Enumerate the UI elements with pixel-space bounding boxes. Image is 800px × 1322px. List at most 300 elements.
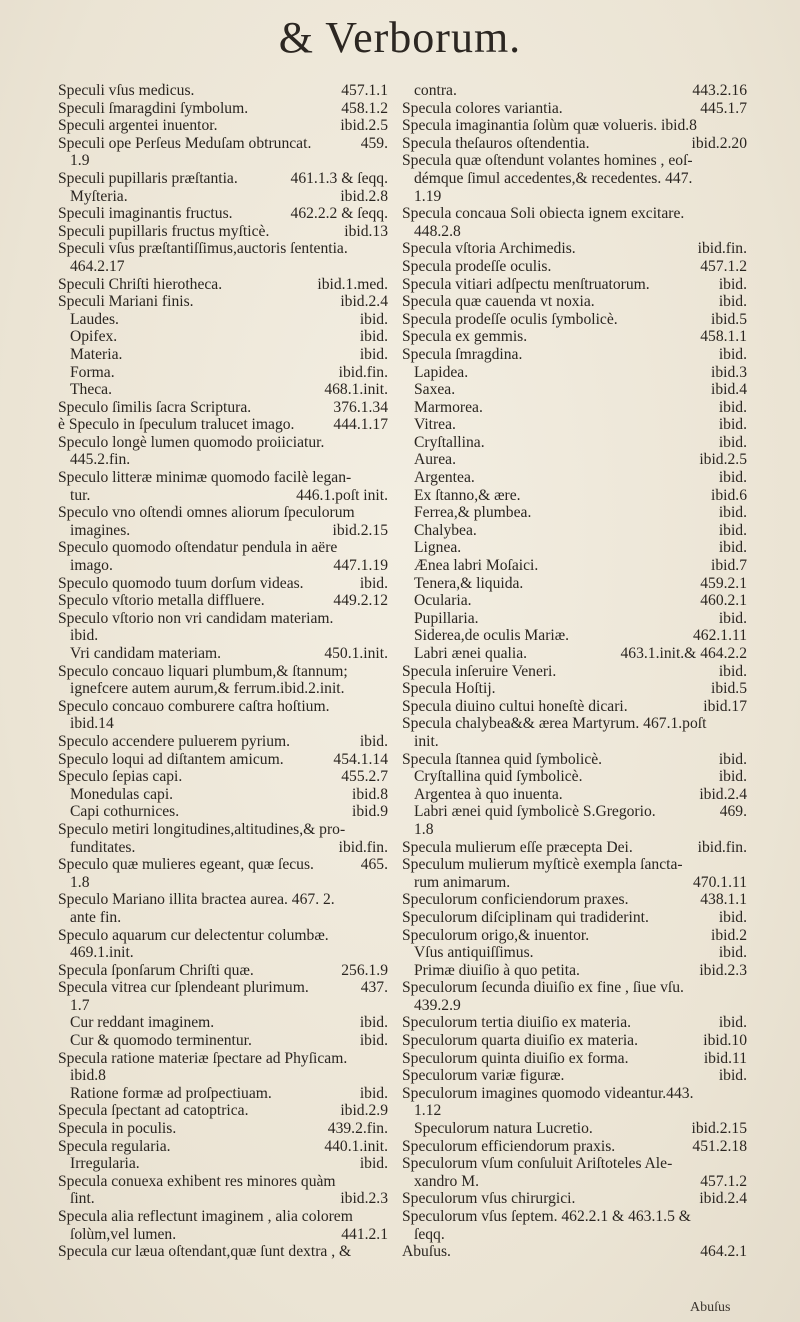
index-entry-text: Saxea. — [414, 381, 456, 399]
index-entry — [402, 364, 747, 382]
index-entry-reference: ibid. — [718, 1014, 747, 1032]
index-entry-reference: 469. — [719, 803, 747, 821]
index-entry-reference: ibid.2.3 — [340, 1190, 388, 1208]
index-entry-reference: ibid. — [718, 539, 747, 557]
index-entry-text: Specula diuino cultui honeſtè dicari. — [402, 697, 628, 715]
index-entry-text: Specula cur læua oſtendant,quæ ſunt dextra , & — [58, 1243, 352, 1261]
index-entry-text: 1.8 — [70, 873, 90, 891]
index-entry-reference: 459.2.1 — [700, 574, 747, 592]
index-entry-text: Ratione formæ ad proſpectiuam. — [70, 1084, 272, 1102]
index-entry-reference: ibid. — [718, 345, 747, 363]
index-entry — [58, 434, 388, 452]
index-entry-text: Speculo ſepias capi. — [58, 768, 183, 786]
page-heading: & Verborum. — [278, 13, 522, 62]
index-entry — [58, 768, 388, 786]
index-entry-text: Speculorum efficiendorum praxis. — [402, 1137, 616, 1155]
index-entry — [402, 1243, 747, 1261]
index-entry-text: ibid. — [70, 627, 99, 645]
index-entry-reference: ibid. — [718, 662, 747, 680]
index-entry — [58, 751, 388, 769]
index-entry — [58, 135, 388, 153]
index-entry-reference: 470.1.11 — [693, 873, 747, 891]
index-entry-text: Specula quæ oſtendunt volantes homines , eoſ- — [402, 152, 693, 170]
index-entry — [58, 188, 388, 206]
index-entry — [58, 311, 388, 329]
index-entry-reference: ibid.13 — [344, 222, 388, 240]
index-entry-reference: ibid.2.5 — [340, 117, 388, 135]
index-entry-reference: ibid.2.9 — [340, 1102, 388, 1120]
index-entry — [58, 680, 388, 698]
index-entry-reference: 462.1.11 — [693, 627, 747, 645]
index-entry-reference: ibid.10 — [703, 1032, 747, 1050]
index-entry — [58, 205, 388, 223]
index-entry-text: Speculorum tertia diuiſio ex materia. — [402, 1014, 632, 1032]
index-entry-text: Aurea. — [414, 451, 456, 469]
index-entry-text: Laudes. — [70, 310, 119, 328]
index-entry-text: Cryſtallina. — [414, 433, 485, 451]
index-entry-text: Speculorum quinta diuiſio ex forma. — [402, 1049, 629, 1067]
index-entry-reference: ibid.2.3 — [699, 961, 747, 979]
index-entry-reference: 457.1.2 — [700, 257, 747, 275]
index-entry — [402, 258, 747, 276]
index-entry-reference: ibid. — [718, 275, 747, 293]
index-entry-text: Speculo metiri longitudines,altitudines,& pro- — [58, 820, 346, 838]
index-entry-text: 1.9 — [70, 152, 90, 170]
index-entry-text: 448.2.8 — [414, 222, 461, 240]
index-entry-reference: 446.1.poſt init. — [296, 486, 388, 504]
index-entry-text: Speculo concauo liquari plumbum,& ſtannum; — [58, 662, 348, 680]
index-entry — [58, 1138, 388, 1156]
index-entry — [402, 733, 747, 751]
index-entry — [58, 364, 388, 382]
index-entry — [58, 1226, 388, 1244]
index-entry-reference: ibid. — [718, 398, 747, 416]
index-entry-reference: ibid.11 — [703, 1049, 747, 1067]
index-entry — [58, 557, 388, 575]
index-entry — [402, 909, 747, 927]
index-entry — [402, 874, 747, 892]
index-entry-text: Tenera,& liquida. — [414, 574, 524, 592]
index-entry-reference: 465. — [360, 856, 388, 874]
index-entry-reference: 451.2.18 — [692, 1137, 747, 1155]
index-entry-text: Specula ex gemmis. — [402, 328, 528, 346]
index-entry-text: Speculi pupillaris præſtantia. — [58, 169, 238, 187]
index-entry-text: Specula Hoſtij. — [402, 680, 496, 698]
index-entry-text: Primæ diuiſio à quo petita. — [414, 961, 580, 979]
index-entry-text: 469.1.init. — [70, 944, 134, 962]
index-entry-reference: ibid. — [359, 1084, 388, 1102]
index-entry — [58, 627, 388, 645]
index-entry-text: Marmorea. — [414, 398, 483, 416]
index-entry-text: Ferrea,& plumbea. — [414, 504, 532, 522]
index-entry — [402, 610, 747, 628]
index-entry-text: Specula chalybea&& ærea Martyrum. 467.1.poſt — [402, 715, 707, 733]
index-entry — [58, 944, 388, 962]
index-entry-text: Ænea labri Moſaici. — [414, 557, 539, 575]
index-entry-reference: ibid. — [359, 1032, 388, 1050]
index-entry-text: Speculo vno oſtendi omnes aliorum ſpeculorum — [58, 504, 355, 522]
index-entry-text: Specula theſauros oſtendentia. — [402, 134, 590, 152]
index-entry-text: Lapidea. — [414, 363, 469, 381]
index-entry — [58, 1014, 388, 1032]
index-entry — [58, 698, 388, 716]
index-entry-reference: ibid. — [359, 310, 388, 328]
index-entry-text: 1.7 — [70, 996, 90, 1014]
index-entry-text: Speculo vſtorio non vri candidam materiam. — [58, 609, 334, 627]
index-entry — [58, 399, 388, 417]
index-entry-reference: 439.2.fin. — [327, 1120, 388, 1138]
index-entry-reference: ibid. — [359, 1155, 388, 1173]
index-entry-text: Speculo quomodo tuum dorſum videas. — [58, 574, 304, 592]
index-entry-text: Speculorum imagines quomodo videantur.443. — [402, 1084, 694, 1102]
index-entry — [402, 592, 747, 610]
index-entry-reference: ibid. — [718, 433, 747, 451]
index-entry-reference: ibid.3 — [711, 363, 747, 381]
index-entry-text: Speculi vſus præſtantiſſimus,auctoris ſententia. — [58, 240, 348, 258]
index-entry-text: Specula vſtoria Archimedis. — [402, 240, 576, 258]
index-entry — [402, 311, 747, 329]
index-entry-text: ſolùm,vel lumen. — [70, 1225, 177, 1243]
index-entry-text: Opifex. — [70, 328, 118, 346]
index-entry-text: Specula ratione materiæ ſpectare ad Phyſicam. — [58, 1049, 348, 1067]
index-entry-text: imagines. — [70, 521, 131, 539]
index-entry-text: ibid.8 — [70, 1067, 106, 1085]
index-entry — [402, 944, 747, 962]
index-entry — [58, 575, 388, 593]
index-entry-text: tur. — [70, 486, 91, 504]
index-entry-reference: ibid. — [718, 1067, 747, 1085]
index-entry-text: Speculo vſtorio metalla diffluere. — [58, 592, 265, 610]
index-entry — [58, 874, 388, 892]
index-entry — [58, 979, 388, 997]
index-entry-text: Theca. — [70, 381, 112, 399]
index-entry — [402, 328, 747, 346]
index-entry-text: Speculi pupillaris fructus myſticè. — [58, 222, 270, 240]
index-entry — [402, 979, 747, 997]
index-entry — [402, 891, 747, 909]
index-entry-reference: ibid.5 — [711, 680, 747, 698]
index-entry-text: funditates. — [70, 838, 136, 856]
index-entry — [402, 276, 747, 294]
index-entry-reference: ibid. — [359, 732, 388, 750]
index-entry-text: Ocularia. — [414, 592, 472, 610]
index-entry — [58, 152, 388, 170]
index-entry-reference: ibid. — [718, 944, 747, 962]
index-entry — [58, 1190, 388, 1208]
index-entry — [402, 152, 747, 170]
index-entry — [402, 803, 747, 821]
index-entry — [402, 117, 747, 135]
index-entry — [402, 1102, 747, 1120]
index-entry-text: Speculi ſmaragdini ſymbolum. — [58, 99, 249, 117]
index-entry — [58, 927, 388, 945]
index-entry — [402, 786, 747, 804]
index-entry-reference: 458.1.2 — [341, 99, 388, 117]
index-entry-reference: 460.2.1 — [700, 592, 747, 610]
index-entry — [402, 627, 747, 645]
index-entry-reference: ibid.2 — [711, 926, 747, 944]
index-entry — [58, 592, 388, 610]
index-entry-text: Speculi vſus medicus. — [58, 82, 195, 99]
index-entry-text: Speculi imaginantis fructus. — [58, 205, 233, 223]
index-entry — [58, 328, 388, 346]
index-entry-reference: 463.1.init.& 464.2.2 — [620, 645, 747, 662]
index-entry — [402, 170, 747, 188]
index-entry-text: 439.2.9 — [414, 996, 461, 1014]
index-entry-reference: ibid. — [718, 609, 747, 627]
index-entry — [402, 1138, 747, 1156]
index-entry-reference: ibid.2.15 — [691, 1120, 747, 1138]
index-entry — [58, 856, 388, 874]
index-entry-text: Specula prodeſſe oculis ſymbolicè. — [402, 310, 618, 328]
index-entry-text: Cryſtallina quid ſymbolicè. — [414, 768, 583, 786]
index-entry — [402, 416, 747, 434]
index-entry — [402, 1085, 747, 1103]
index-entry-text: init. — [414, 732, 439, 750]
index-entry-text: Chalybea. — [414, 521, 477, 539]
index-entry-text: Speculorum vſus chirurgici. — [402, 1190, 576, 1208]
index-entry-reference: 468.1.init. — [324, 381, 388, 399]
index-entry-reference: ibid. — [359, 345, 388, 363]
index-entry-text: Speculorum origo,& inuentor. — [402, 926, 590, 944]
index-entry-text: xandro M. — [414, 1172, 479, 1190]
index-entry-text: 1.8 — [414, 820, 434, 838]
index-entry — [58, 663, 388, 681]
index-entry-text: Specula colores variantia. — [402, 99, 563, 117]
index-entry — [58, 821, 388, 839]
index-entry — [58, 1173, 388, 1191]
index-entry-text: Specula ſpectant ad catoptrica. — [58, 1102, 249, 1120]
index-entry-reference: ibid.2.4 — [340, 293, 388, 311]
index-entry — [58, 997, 388, 1015]
index-entry — [402, 451, 747, 469]
index-entry — [402, 82, 747, 100]
index-entry-reference: ibid.17 — [703, 697, 747, 715]
index-entry — [58, 416, 388, 434]
index-entry-reference: ibid.fin. — [338, 363, 388, 381]
index-entry — [402, 100, 747, 118]
index-entry — [402, 188, 747, 206]
index-entry — [402, 645, 747, 663]
index-entry-text: 1.12 — [414, 1102, 442, 1120]
index-entry-text: Monedulas capi. — [70, 785, 174, 803]
index-entry-reference: 461.1.3 & ſeqq. — [290, 169, 388, 187]
index-entry — [402, 1032, 747, 1050]
index-entry-text: Speculorum quarta diuiſio ex materia. — [402, 1032, 639, 1050]
index-entry — [58, 733, 388, 751]
index-entry-text: Myſteria. — [70, 187, 128, 205]
index-entry-text: Lignea. — [414, 539, 462, 557]
index-entry — [58, 522, 388, 540]
index-entry — [402, 997, 747, 1015]
index-entry — [58, 1120, 388, 1138]
index-entry-text: ibid.14 — [70, 715, 114, 733]
index-entry — [402, 557, 747, 575]
index-entry-text: Specula vitrea cur ſplendeant plurimum. — [58, 979, 309, 997]
index-entry — [58, 909, 388, 927]
index-entry — [58, 1067, 388, 1085]
index-entry-reference: 464.2.1 — [700, 1243, 747, 1261]
index-entry — [58, 1050, 388, 1068]
index-entry — [402, 821, 747, 839]
index-entry-reference: 450.1.init. — [324, 645, 388, 662]
left-index-column — [58, 82, 388, 1261]
index-entry-reference: ibid.4 — [711, 381, 747, 399]
index-entry — [402, 399, 747, 417]
index-entry-reference: ibid. — [718, 416, 747, 434]
index-entry — [58, 891, 388, 909]
index-entry-reference: ibid.5 — [711, 310, 747, 328]
index-entry-text: Speculo quæ mulieres egeant, quæ ſecus. — [58, 856, 314, 874]
index-entry-text: Vri candidam materiam. — [70, 645, 222, 662]
index-entry-text: ignefcere autem aurum,& ferrum.ibid.2.init. — [70, 680, 345, 698]
index-entry — [402, 962, 747, 980]
index-entry-text: Specula ſmragdina. — [402, 345, 523, 363]
index-entry-reference: ibid.fin. — [338, 838, 388, 856]
index-entry-text: Specula quæ cauenda vt noxia. — [402, 293, 595, 311]
index-entry — [402, 487, 747, 505]
index-entry-text: Speculorum vſum conſuluit Ariſtoteles Ale- — [402, 1155, 673, 1173]
index-entry — [58, 1243, 388, 1261]
index-entry — [58, 803, 388, 821]
index-entry-reference: ibid.2.4 — [699, 785, 747, 803]
index-entry — [58, 839, 388, 857]
index-entry — [402, 715, 747, 733]
index-entry-text: Specula inſeruire Veneri. — [402, 662, 557, 680]
index-entry — [402, 680, 747, 698]
index-entry-reference: 457.1.2 — [700, 1172, 747, 1190]
index-entry-reference: ibid. — [718, 908, 747, 926]
index-entry — [58, 346, 388, 364]
index-entry-text: Forma. — [70, 363, 115, 381]
index-entry-text: Speculo ſimilis ſacra Scriptura. — [58, 398, 252, 416]
index-entry — [402, 522, 747, 540]
index-entry-reference: 444.1.17 — [333, 416, 388, 434]
index-entry — [58, 258, 388, 276]
index-entry — [58, 1032, 388, 1050]
index-entry-text: Speculo Mariano illita bractea aurea. 467. 2. — [58, 891, 335, 909]
index-entry-text: Specula mulierum eſſe præcepta Dei. — [402, 838, 633, 856]
index-entry — [402, 539, 747, 557]
index-entry-text: contra. — [414, 82, 457, 99]
index-entry-reference: 440.1.init. — [324, 1137, 388, 1155]
index-entry-text: Speculi ope Perſeus Meduſam obtruncat. — [58, 134, 312, 152]
index-entry — [58, 276, 388, 294]
index-entry-text: Ex ſtanno,& ære. — [414, 486, 521, 504]
index-entry-text: Cur reddant imaginem. — [70, 1014, 215, 1032]
index-entry — [58, 223, 388, 241]
index-entry-text: Abuſus. — [402, 1243, 451, 1261]
index-entry-text: Capi cothurnices. — [70, 803, 180, 821]
index-entry-text: Speculo longè lumen quomodo proiiciatur. — [58, 433, 325, 451]
index-entry-reference: 376.1.34 — [333, 398, 388, 416]
index-entry — [402, 381, 747, 399]
index-entry-text: Speculo concauo comburere caſtra hoſtium. — [58, 697, 330, 715]
index-entry-reference: ibid.9 — [352, 803, 388, 821]
index-entry-reference: ibid.fin. — [697, 240, 747, 258]
index-entry — [402, 240, 747, 258]
index-entry-reference: ibid.2.5 — [699, 451, 747, 469]
index-entry-reference: ibid.2.8 — [340, 187, 388, 205]
index-entry-reference: 454.1.14 — [333, 750, 388, 768]
index-entry-text: 445.2.fin. — [70, 451, 131, 469]
index-entry-text: Pupillaria. — [414, 609, 479, 627]
index-entry-text: Irregularia. — [70, 1155, 140, 1173]
index-entry-reference: ibid.2.20 — [691, 134, 747, 152]
index-entry-reference: ibid. — [359, 1014, 388, 1032]
index-entry-text: Argentea à quo inuenta. — [414, 785, 563, 803]
index-entry-text: Speculorum conficiendorum praxes. — [402, 891, 629, 909]
index-entry — [58, 1085, 388, 1103]
index-entry-text: Labri ænei quid ſymbolicè S.Gregorio. — [414, 803, 656, 821]
index-entry-reference: 447.1.19 — [333, 557, 388, 575]
index-entry — [402, 768, 747, 786]
index-entry-text: Labri ænei qualia. — [414, 645, 528, 662]
index-entry — [402, 839, 747, 857]
index-entry — [58, 1208, 388, 1226]
index-entry-reference: ibid.7 — [711, 557, 747, 575]
index-entry — [402, 927, 747, 945]
index-entry-reference: ibid. — [718, 504, 747, 522]
index-entry — [58, 451, 388, 469]
index-entry-text: ſint. — [70, 1190, 95, 1208]
index-entry-reference: 256.1.9 — [341, 961, 388, 979]
index-entry-reference: ibid. — [359, 574, 388, 592]
index-entry-text: imago. — [70, 557, 113, 575]
index-entry-reference: ibid. — [718, 293, 747, 311]
index-entry — [402, 346, 747, 364]
catchword: Abuſus — [690, 1300, 731, 1315]
index-entry-text: Cur & quomodo terminentur. — [70, 1032, 252, 1050]
index-entry — [58, 610, 388, 628]
index-entry-reference: ibid.1.med. — [317, 275, 388, 293]
index-entry — [58, 170, 388, 188]
index-entry-text: Speculorum variæ figuræ. — [402, 1067, 565, 1085]
index-entry — [58, 117, 388, 135]
index-entry — [402, 663, 747, 681]
index-entry — [58, 786, 388, 804]
index-entry — [402, 293, 747, 311]
index-entry-reference: ibid.fin. — [697, 838, 747, 856]
right-index-column — [402, 82, 747, 1261]
index-entry-text: Specula in poculis. — [58, 1120, 177, 1138]
index-entry-text: Specula vitiari adſpectu menſtruatorum. — [402, 275, 650, 293]
index-entry-text: Speculorum ſecunda diuiſio ex fine , ſiue vſu. — [402, 979, 684, 997]
index-entry — [58, 469, 388, 487]
index-entry — [402, 1155, 747, 1173]
index-entry — [402, 1173, 747, 1191]
index-entry-text: ſeqq. — [414, 1225, 445, 1243]
index-entry-reference: ibid. — [718, 768, 747, 786]
index-entry — [402, 434, 747, 452]
index-entry-text: Speculorum vſus ſeptem. 462.2.1 & 463.1.5 & — [402, 1208, 691, 1225]
index-entry-text: Speculi Mariani finis. — [58, 293, 194, 311]
index-entry — [58, 100, 388, 118]
index-entry-text: 464.2.17 — [70, 257, 125, 275]
index-entry — [402, 1208, 747, 1226]
index-entry-reference: ibid. — [359, 328, 388, 346]
index-entry — [402, 1120, 747, 1138]
index-entry — [58, 504, 388, 522]
index-entry-text: Speculo aquarum cur delectentur columbæ. — [58, 926, 329, 944]
index-entry-text: Specula imaginantia ſolùm quæ volueris. ibid.8 — [402, 117, 697, 135]
index-entry-reference: 449.2.12 — [333, 592, 388, 610]
index-entry — [402, 205, 747, 223]
index-entry-reference: ibid.8 — [352, 785, 388, 803]
index-entry-reference: ibid. — [718, 750, 747, 768]
index-entry-reference: 459. — [360, 134, 388, 152]
index-entry-reference: 462.2.2 & ſeqq. — [290, 205, 388, 223]
